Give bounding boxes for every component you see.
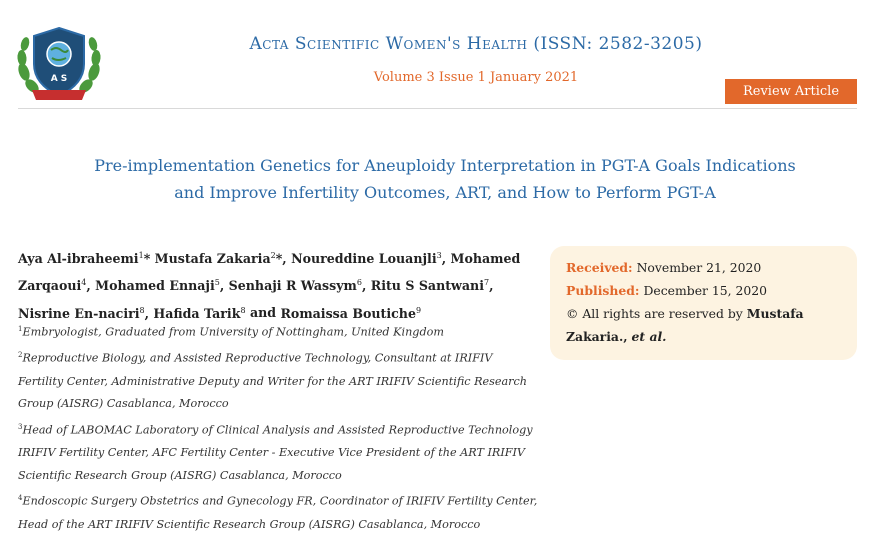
journal-title bbox=[0, 34, 890, 54]
article-type-badge: Review Article bbox=[725, 79, 857, 104]
author-list bbox=[18, 244, 538, 326]
received-label: Received: bbox=[566, 260, 633, 275]
author-name: Romaissa Boutiche bbox=[280, 305, 416, 321]
copyright-author: Mustafa Zakaria., bbox=[566, 306, 804, 344]
author-name: Nisrine En-naciri bbox=[18, 305, 140, 321]
copyright-prefix: © All rights are reserved by bbox=[566, 306, 743, 321]
volume-issue-text: Volume 3 Issue 1 January 2021 bbox=[373, 70, 579, 85]
author-affiliation-mark: 1 bbox=[138, 251, 144, 260]
author-affiliation-mark: 5 bbox=[214, 278, 220, 288]
svg-text:A S: A S bbox=[50, 74, 68, 84]
affiliation-list bbox=[18, 318, 538, 536]
header-divider bbox=[18, 108, 857, 109]
affiliation-item bbox=[18, 416, 538, 488]
article-info-box bbox=[550, 246, 857, 360]
author-name: Mohamed Ennaji bbox=[95, 278, 215, 294]
author-name: Ritu S Santwani bbox=[370, 278, 484, 294]
author-name: Senhaji R Wassym bbox=[228, 278, 357, 294]
affiliation-number: 4 bbox=[18, 494, 23, 503]
published-row bbox=[566, 279, 841, 302]
affiliation-item bbox=[18, 344, 538, 416]
author-name: Mohamed Zarqaoui bbox=[18, 251, 521, 294]
paper-title-line-1: Pre-implementation Genetics for Aneuploidy Interpretation in PGT-A Goals Indications bbox=[94, 156, 796, 175]
author-name: Noureddine Louanjli bbox=[291, 251, 437, 267]
author-suffix: , bbox=[219, 278, 225, 294]
author-suffix: , bbox=[86, 278, 91, 294]
affiliation-number: 3 bbox=[18, 422, 23, 431]
author-name: Mustafa Zakaria bbox=[154, 251, 271, 267]
affiliation-text: Endoscopic Surgery Obstetrics and Gynecology FR, Coordinator of IRIFIV Fertility Center, Head of the ART IRIFIV Scientific Research Group (AISRG) Casablanca, Morocco bbox=[18, 495, 538, 531]
author-name: Aya Al-ibraheemi bbox=[18, 251, 139, 267]
author-affiliation-mark: 4 bbox=[81, 278, 87, 288]
author-name: Hafida Tarik bbox=[153, 305, 241, 321]
published-date: December 15, 2020 bbox=[643, 283, 768, 298]
published-label: Published: bbox=[566, 283, 640, 298]
author-suffix: , bbox=[144, 305, 150, 321]
copyright-row bbox=[566, 302, 841, 348]
affiliation-item bbox=[18, 487, 538, 536]
author-affiliation-mark: 8 bbox=[139, 305, 145, 315]
received-date: November 21, 2020 bbox=[636, 260, 762, 275]
author-entry bbox=[229, 278, 367, 293]
author-suffix: , bbox=[441, 251, 447, 267]
affiliation-item bbox=[18, 318, 538, 344]
affiliation-text: Head of LABOMAC Laboratory of Clinical Analysis and Assisted Reproductive Technology IRIFIV Fertility Center, AFC Fertility Center - Executive Vice President of the ART IRIFIV Scientific Research Group (AISRG) Casablanca, Morocco bbox=[18, 423, 533, 482]
author-entry bbox=[18, 251, 150, 266]
affiliation-text: Embryologist, Graduated from University of Nottingham, United Kingdom bbox=[22, 325, 444, 339]
received-row bbox=[566, 256, 841, 279]
author-entry bbox=[95, 278, 224, 293]
affiliation-text: Reproductive Biology, and Assisted Reproductive Technology, Consultant at IRIFIV Fertility Center, Administrative Deputy and Writer for the ART IRIFIV Scientific Research Group (AISRG) Casablanca, Morocco bbox=[18, 352, 528, 411]
affiliation-number: 1 bbox=[18, 325, 23, 333]
author-affiliation-mark: 9 bbox=[415, 305, 422, 315]
author-entry bbox=[371, 278, 494, 293]
copyright-etal: et al. bbox=[631, 329, 667, 344]
author-suffix: , bbox=[361, 278, 367, 294]
paper-title bbox=[40, 152, 850, 206]
affiliation-number: 2 bbox=[18, 351, 23, 360]
journal-title-text: Acta Scientific Women's Health (ISSN: 2582-3205) bbox=[249, 34, 703, 54]
author-affiliation-mark: 3 bbox=[436, 251, 442, 260]
author-name: and bbox=[249, 305, 277, 321]
author-entry bbox=[291, 251, 446, 266]
author-affiliation-mark: 6 bbox=[356, 278, 362, 288]
paper-title-line-2: and Improve Infertility Outcomes, ART, and How to Perform PGT-A bbox=[174, 183, 716, 202]
author-affiliation-mark: 8 bbox=[240, 305, 246, 315]
author-affiliation-mark: 7 bbox=[484, 278, 490, 288]
author-affiliation-mark: 2 bbox=[270, 251, 276, 260]
author-suffix: , bbox=[489, 278, 494, 294]
author-entry bbox=[155, 251, 287, 266]
author-suffix: * bbox=[143, 251, 151, 267]
author-suffix: *, bbox=[275, 251, 287, 267]
